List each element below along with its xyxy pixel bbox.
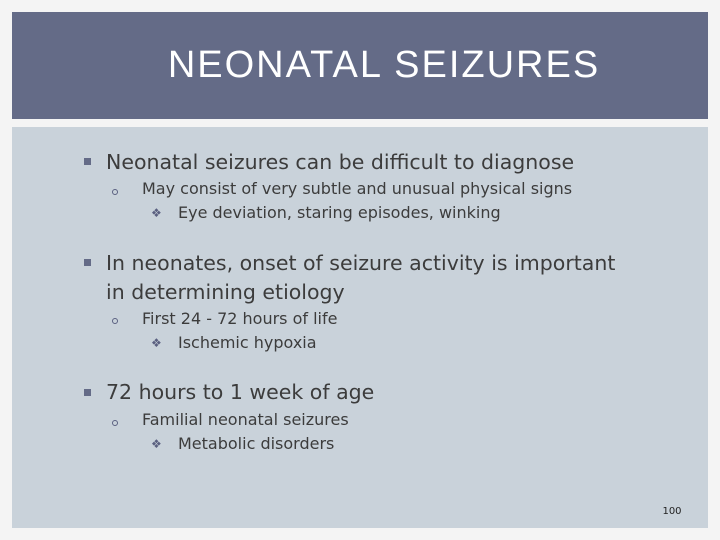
page-number: 100 bbox=[662, 506, 682, 517]
bullet-3-text: 72 hours to 1 week of age bbox=[106, 380, 375, 404]
bullet-3-1-1-text: Metabolic disorders bbox=[178, 434, 335, 453]
bullet-1-1-text: May consist of very subtle and unusual physical signs bbox=[142, 179, 573, 198]
diamond-bullet-icon: ❖ bbox=[151, 336, 162, 350]
circle-bullet-icon bbox=[112, 318, 118, 324]
square-bullet-icon bbox=[84, 389, 91, 396]
circle-bullet-icon bbox=[112, 189, 118, 195]
diamond-bullet-icon: ❖ bbox=[151, 206, 162, 220]
diamond-bullet-icon: ❖ bbox=[151, 437, 162, 451]
bullet-1-text: Neonatal seizures can be difficult to diagnose bbox=[106, 150, 575, 174]
title-bar bbox=[12, 12, 708, 119]
bullet-2-1-1-text: Ischemic hypoxia bbox=[178, 333, 317, 352]
bullet-2-text: In neonates, onset of seizure activity is important in determining etiology bbox=[106, 251, 616, 304]
slide-title: NEONATAL SEIZURES bbox=[167, 44, 601, 86]
bullet-3-1-text: Familial neonatal seizures bbox=[142, 410, 349, 429]
circle-bullet-icon bbox=[112, 420, 118, 426]
square-bullet-icon bbox=[84, 158, 91, 165]
bullet-2-1-text: First 24 - 72 hours of life bbox=[142, 309, 338, 328]
square-bullet-icon bbox=[84, 259, 91, 266]
bullet-1-1-1-text: Eye deviation, staring episodes, winking bbox=[178, 203, 501, 222]
